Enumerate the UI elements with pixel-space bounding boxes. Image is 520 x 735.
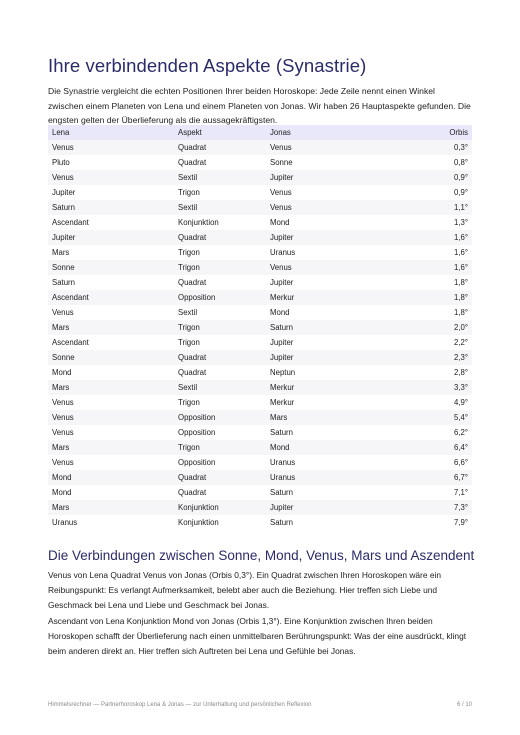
cell-orbis: 1,6° (454, 263, 468, 272)
table-row (48, 170, 472, 185)
cell-aspect: Konjunktion (178, 518, 219, 527)
aspects-table (48, 125, 472, 530)
table-row (48, 290, 472, 305)
cell-aspect: Trigon (178, 443, 200, 452)
cell-aspect: Sextil (178, 203, 198, 212)
table-row (48, 245, 472, 260)
cell-aspect: Trigon (178, 398, 200, 407)
table-row (48, 440, 472, 455)
cell-orbis: 0,9° (454, 173, 468, 182)
cell-orbis: 1,8° (454, 278, 468, 287)
table-row (48, 395, 472, 410)
cell-orbis: 0,8° (454, 158, 468, 167)
cell-jonas: Uranus (270, 248, 296, 257)
cell-orbis: 6,7° (454, 473, 468, 482)
cell-jonas: Saturn (270, 323, 293, 332)
cell-lena: Saturn (52, 278, 75, 287)
cell-lena: Venus (52, 398, 74, 407)
table-header-row (48, 125, 472, 140)
header-lena: Lena (52, 128, 70, 137)
cell-aspect: Quadrat (178, 488, 207, 497)
cell-jonas: Jupiter (270, 278, 294, 287)
table-row (48, 230, 472, 245)
cell-aspect: Sextil (178, 173, 198, 182)
section-heading: Die Verbindungen zwischen Sonne, Mond, Venus, Mars und Aszendent (48, 548, 475, 563)
cell-orbis: 6,4° (454, 443, 468, 452)
cell-aspect: Quadrat (178, 233, 207, 242)
cell-aspect: Trigon (178, 323, 200, 332)
cell-jonas: Mond (270, 443, 290, 452)
table-row (48, 365, 472, 380)
cell-orbis: 1,6° (454, 248, 468, 257)
cell-jonas: Jupiter (270, 173, 294, 182)
cell-lena: Ascendant (52, 218, 89, 227)
cell-lena: Mars (52, 503, 70, 512)
cell-jonas: Merkur (270, 383, 295, 392)
cell-orbis: 2,3° (454, 353, 468, 362)
cell-aspect: Trigon (178, 248, 200, 257)
cell-lena: Venus (52, 173, 74, 182)
cell-lena: Jupiter (52, 188, 76, 197)
table-row (48, 185, 472, 200)
cell-aspect: Quadrat (178, 473, 207, 482)
table-row (48, 470, 472, 485)
cell-orbis: 5,4° (454, 413, 468, 422)
cell-orbis: 6,2° (454, 428, 468, 437)
cell-jonas: Saturn (270, 428, 293, 437)
cell-orbis: 7,1° (454, 488, 468, 497)
cell-jonas: Jupiter (270, 233, 294, 242)
cell-orbis: 0,3° (454, 143, 468, 152)
cell-jonas: Uranus (270, 458, 296, 467)
cell-lena: Saturn (52, 203, 75, 212)
cell-orbis: 7,3° (454, 503, 468, 512)
cell-lena: Mars (52, 248, 70, 257)
table-row (48, 155, 472, 170)
cell-lena: Mars (52, 443, 70, 452)
cell-aspect: Opposition (178, 413, 216, 422)
cell-jonas: Mond (270, 218, 290, 227)
footer-text: Himmelsrechner — Partnerhoroskop Lena & Jonas — zur Unterhaltung und persönlichen Reflexion (48, 702, 312, 708)
table-row (48, 515, 472, 530)
cell-aspect: Opposition (178, 293, 216, 302)
cell-lena: Mars (52, 323, 70, 332)
table-row (48, 215, 472, 230)
cell-jonas: Merkur (270, 293, 295, 302)
cell-orbis: 2,8° (454, 368, 468, 377)
cell-jonas: Jupiter (270, 503, 294, 512)
cell-aspect: Quadrat (178, 353, 207, 362)
table-row (48, 200, 472, 215)
cell-jonas: Neptun (270, 368, 296, 377)
cell-lena: Mond (52, 473, 72, 482)
cell-orbis: 1,6° (454, 233, 468, 242)
cell-aspect: Konjunktion (178, 503, 219, 512)
cell-jonas: Venus (270, 188, 292, 197)
cell-orbis: 3,3° (454, 383, 468, 392)
table-row (48, 380, 472, 395)
header-jonas: Jonas (270, 128, 291, 137)
cell-lena: Venus (52, 458, 74, 467)
table-row (48, 425, 472, 440)
cell-aspect: Trigon (178, 263, 200, 272)
cell-aspect: Quadrat (178, 368, 207, 377)
page-title: Ihre verbindenden Aspekte (Synastrie) (48, 55, 367, 76)
table-row (48, 350, 472, 365)
cell-lena: Sonne (52, 263, 75, 272)
cell-lena: Uranus (52, 518, 78, 527)
cell-jonas: Saturn (270, 488, 293, 497)
cell-aspect: Quadrat (178, 278, 207, 287)
cell-jonas: Sonne (270, 158, 293, 167)
paragraph-ascendant-mond: Ascendant von Lena Konjunktion Mond von Jonas (Orbis 1,3°). Eine Konjunktion zwischen Ihren beiden Horoskopen schafft der Überlieferung nach einen unmittelbaren Berührungspunkt: Was der eine ausdrückt, klingt beim anderen direkt an. Hier treffen sich Auftreten bei Lena und Gefühle bei Jonas. (48, 616, 467, 656)
cell-lena: Mond (52, 368, 72, 377)
cell-aspect: Trigon (178, 188, 200, 197)
cell-aspect: Konjunktion (178, 218, 219, 227)
cell-lena: Venus (52, 413, 74, 422)
cell-orbis: 0,9° (454, 188, 468, 197)
cell-orbis: 4,9° (454, 398, 468, 407)
cell-lena: Venus (52, 143, 74, 152)
cell-jonas: Saturn (270, 518, 293, 527)
cell-jonas: Merkur (270, 398, 295, 407)
table-row (48, 335, 472, 350)
cell-lena: Ascendant (52, 338, 89, 347)
cell-orbis: 1,8° (454, 293, 468, 302)
cell-orbis: 2,0° (454, 323, 468, 332)
cell-aspect: Sextil (178, 308, 198, 317)
cell-aspect: Quadrat (178, 158, 207, 167)
page-footer (48, 702, 472, 708)
table-row (48, 455, 472, 470)
cell-jonas: Mars (270, 413, 288, 422)
cell-orbis: 1,3° (454, 218, 468, 227)
cell-jonas: Jupiter (270, 338, 294, 347)
cell-aspect: Trigon (178, 338, 200, 347)
header-orbis: Orbis (449, 128, 468, 137)
cell-aspect: Quadrat (178, 143, 207, 152)
cell-orbis: 6,6° (454, 458, 468, 467)
cell-jonas: Uranus (270, 473, 296, 482)
cell-lena: Mond (52, 488, 72, 497)
table-row (48, 485, 472, 500)
cell-jonas: Venus (270, 263, 292, 272)
cell-lena: Pluto (52, 158, 70, 167)
cell-lena: Venus (52, 308, 74, 317)
table-row (48, 140, 472, 155)
cell-aspect: Opposition (178, 458, 216, 467)
table-row (48, 320, 472, 335)
cell-lena: Sonne (52, 353, 75, 362)
cell-aspect: Sextil (178, 383, 198, 392)
cell-orbis: 7,9° (454, 518, 468, 527)
cell-lena: Mars (52, 383, 70, 392)
table-row (48, 275, 472, 290)
cell-jonas: Mond (270, 308, 290, 317)
cell-orbis: 1,1° (454, 203, 468, 212)
table-row (48, 410, 472, 425)
table-row (48, 500, 472, 515)
paragraph-venus-venus: Venus von Lena Quadrat Venus von Jonas (Orbis 0,3°). Ein Quadrat zwischen Ihren Horoskopen wäre ein Reibungspunkt: Es verlangt Aufmerksamkeit, belebt aber auch die Beziehung. Hier treffen sich Liebe und Geschmack bei Lena und Liebe und Geschmack bei Jonas. (48, 570, 442, 610)
cell-jonas: Venus (270, 203, 292, 212)
cell-jonas: Venus (270, 143, 292, 152)
cell-aspect: Opposition (178, 428, 216, 437)
cell-jonas: Jupiter (270, 353, 294, 362)
intro-text: Die Synastrie vergleicht die echten Positionen Ihrer beiden Horoskope: Jede Zeile nennt einen Winkel zwischen einem Planeten von Lena und einem Planeten von Jonas. Wir haben 26 Hauptaspekte gefunden. Die engsten gelten der Überlieferung als die aussagekräftigsten. (48, 86, 471, 126)
page-number: 6 / 10 (456, 702, 472, 708)
cell-orbis: 1,8° (454, 308, 468, 317)
cell-lena: Jupiter (52, 233, 76, 242)
header-aspect: Aspekt (178, 128, 202, 137)
cell-orbis: 2,2° (454, 338, 468, 347)
cell-lena: Ascendant (52, 293, 89, 302)
table-row (48, 260, 472, 275)
table-row (48, 305, 472, 320)
cell-lena: Venus (52, 428, 74, 437)
